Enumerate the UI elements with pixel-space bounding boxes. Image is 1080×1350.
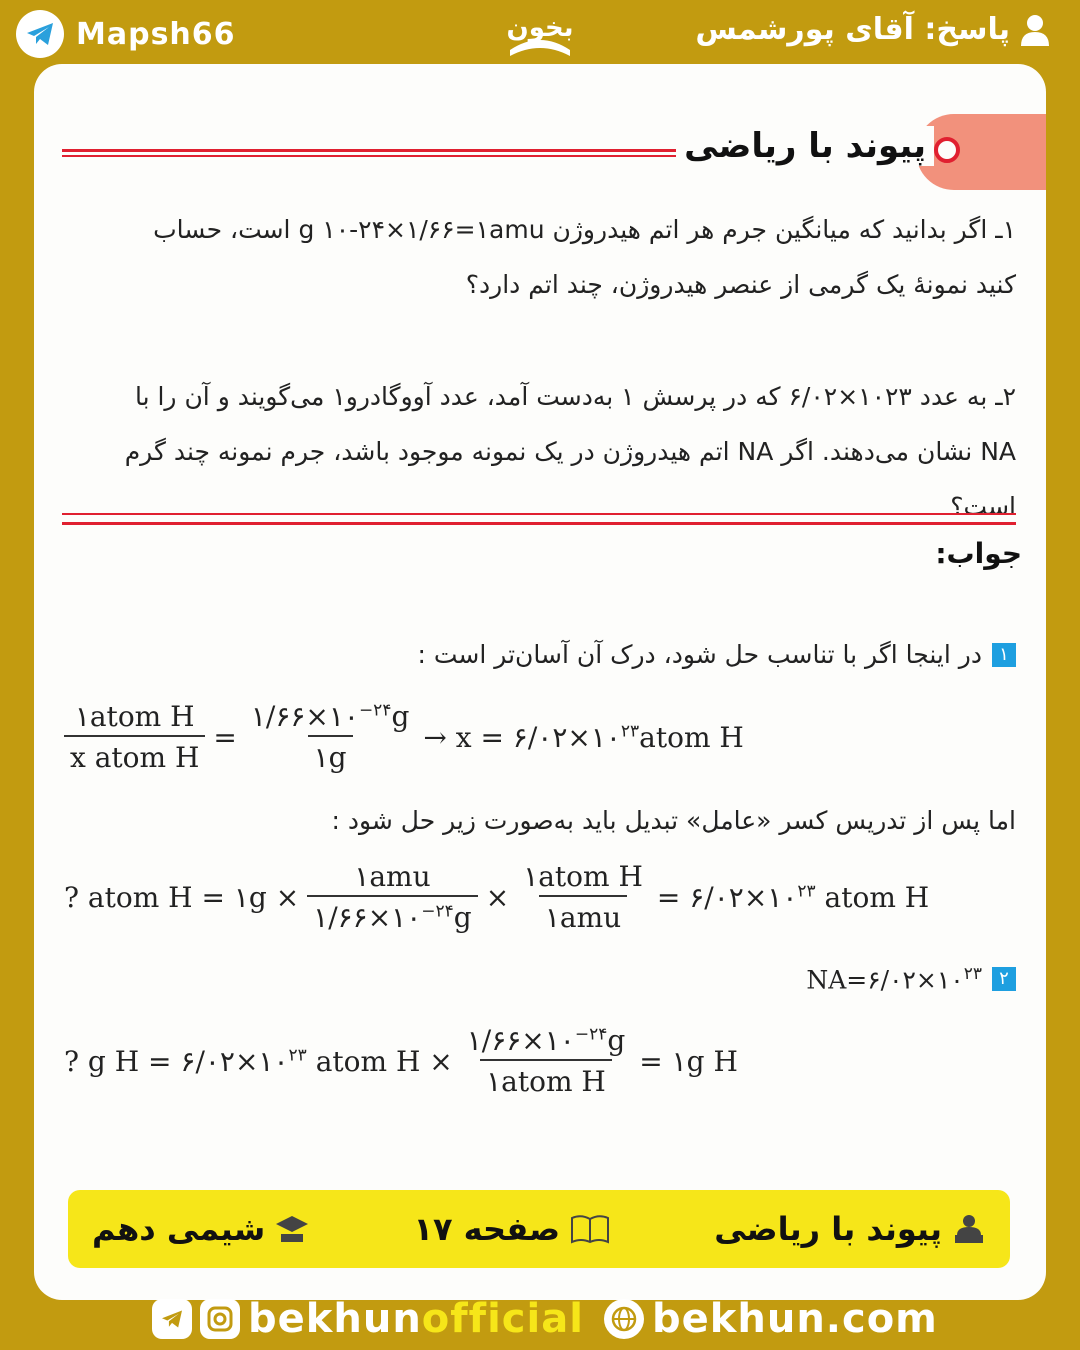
eq3-num-exp: −۲۴ bbox=[574, 1024, 608, 1045]
answerer-credit bbox=[695, 12, 1050, 47]
graduation-cap-icon bbox=[275, 1214, 309, 1244]
teacher-icon bbox=[952, 1213, 986, 1245]
eq1-result: → x = ۶/۰۲×۱۰ bbox=[423, 720, 621, 754]
question-1-line-2: کنید نمونۀ یک گرمی از عنصر هیدروژن، چند اتم دارد؟ bbox=[465, 270, 1016, 299]
step-1-note: اما پس از تدریس کسر «عامل» تبدیل باید به‌صورت زیر حل شود : bbox=[331, 806, 1016, 835]
site-accent: .com bbox=[825, 1296, 938, 1342]
eq1-mid-den: ۱g bbox=[308, 735, 353, 774]
eq3-left-exp: ۲۳ bbox=[288, 1045, 307, 1066]
eq1-result-unit: atom H bbox=[639, 720, 744, 754]
eq2-f1-den-exp: −۲۴ bbox=[421, 901, 454, 922]
times-sign: × bbox=[485, 880, 510, 914]
eq3-left: ? g H = ۶/۰۲×۱۰ bbox=[64, 1044, 289, 1078]
eq3-left-unit: atom H × bbox=[315, 1044, 453, 1078]
equation-2 bbox=[64, 860, 929, 934]
eq1-left-den: x atom H bbox=[64, 735, 205, 774]
step-2-exp: ۲۳ bbox=[963, 964, 982, 984]
footer-page-text: صفحه ۱۷ bbox=[413, 1210, 561, 1248]
footer-page bbox=[413, 1210, 610, 1248]
step-2-text: NA=۶/۰۲×۱۰ bbox=[806, 965, 964, 995]
eq1-mid-fraction bbox=[245, 700, 416, 774]
eq1-mid-num-unit: g bbox=[391, 700, 410, 733]
title-rule bbox=[62, 149, 724, 157]
eq2-f2-den: ۱amu bbox=[539, 895, 627, 934]
logo-text: بخون bbox=[506, 13, 574, 43]
footer-bar bbox=[68, 1190, 1010, 1268]
eq3-num-unit: g bbox=[607, 1024, 626, 1057]
step-2 bbox=[806, 964, 1016, 994]
equation-1 bbox=[64, 700, 744, 774]
title-bullet bbox=[934, 137, 960, 163]
equals-sign: = bbox=[213, 720, 237, 754]
social-link[interactable] bbox=[152, 1296, 584, 1342]
instagram-icon bbox=[200, 1299, 240, 1339]
content-card bbox=[34, 64, 1046, 1300]
brand-main: bekhun bbox=[248, 1296, 422, 1342]
eq2-f1-num: ۱amu bbox=[354, 860, 431, 893]
step-1-intro-text: در اینجا اگر با تناسب حل شود، درک آن آسان‌تر است : bbox=[417, 640, 982, 669]
step-1-intro bbox=[418, 640, 1016, 669]
eq1-result-exp: ۲۳ bbox=[620, 721, 640, 742]
website-link[interactable] bbox=[604, 1296, 938, 1342]
answerer-text: پاسخ: آقای پورشمس bbox=[695, 12, 1010, 47]
eq3-den: ۱atom H bbox=[480, 1059, 612, 1098]
eq2-result: = ۶/۰۲×۱۰ bbox=[656, 880, 798, 914]
eq2-f2-num: ۱atom H bbox=[523, 860, 643, 893]
eq1-left-num: ۱atom H bbox=[74, 700, 195, 733]
equation-3 bbox=[64, 1024, 738, 1098]
brand-accent: official bbox=[421, 1296, 584, 1342]
user-icon bbox=[1020, 14, 1050, 46]
step-1-badge: ۱ bbox=[992, 643, 1016, 667]
eq2-fraction-1 bbox=[307, 860, 478, 934]
footer-topic bbox=[714, 1210, 986, 1248]
question-2-line-2: NA نشان می‌دهند. اگر NA اتم هیدروژن در یک نمونه موجود باشد، جرم نمونه چند گرم است؟ bbox=[124, 437, 1016, 521]
section-title: پیوند با ریاضی bbox=[676, 126, 934, 166]
eq2-result-exp: ۲۳ bbox=[797, 881, 816, 902]
telegram-small-icon bbox=[152, 1299, 192, 1339]
eq3-result: = ۱g H bbox=[639, 1044, 738, 1078]
eq1-mid-num-exp: −۲۴ bbox=[358, 700, 392, 721]
globe-icon bbox=[604, 1299, 644, 1339]
eq2-left: ? atom H = ۱g × bbox=[64, 880, 300, 914]
step-2-badge: ۲ bbox=[992, 967, 1016, 991]
question-2-line-1: ۲ـ به عدد ۱۰۲۳×۶/۰۲ که در پرسش ۱ به‌دست آمد، عدد آووگادرو۱ می‌گویند و آن را با bbox=[134, 382, 1016, 411]
open-book-icon bbox=[570, 1214, 610, 1244]
eq2-f1-den: ۱/۶۶×۱۰ bbox=[313, 901, 422, 934]
eq1-left-fraction bbox=[64, 700, 205, 774]
telegram-icon bbox=[16, 10, 64, 58]
eq2-f1-den-unit: g bbox=[453, 901, 472, 934]
footer-book-text: شیمی دهم bbox=[92, 1210, 266, 1248]
answer-label: جواب: bbox=[935, 537, 1022, 570]
telegram-handle: Mapsh66 bbox=[76, 16, 236, 52]
eq2-fraction-2 bbox=[517, 860, 649, 934]
eq1-mid-num: ۱/۶۶×۱۰ bbox=[250, 700, 359, 733]
eq2-result-unit: atom H bbox=[824, 880, 930, 914]
eq3-fraction bbox=[461, 1024, 632, 1098]
eq3-num: ۱/۶۶×۱۰ bbox=[466, 1024, 575, 1057]
separator-rule bbox=[62, 513, 1016, 525]
footer-book bbox=[92, 1210, 309, 1248]
top-bar bbox=[0, 0, 1080, 70]
site-main: bekhun bbox=[652, 1296, 826, 1342]
bottom-bar bbox=[0, 1290, 1080, 1350]
footer-topic-text: پیوند با ریاضی bbox=[714, 1210, 942, 1248]
telegram-link[interactable] bbox=[16, 10, 236, 58]
question-1-line-1: ۱ـ اگر بدانید که میانگین جرم هر اتم هیدروژن g ۱۰‑۲۴×۱/۶۶=۱amu است، حساب bbox=[153, 215, 1016, 244]
